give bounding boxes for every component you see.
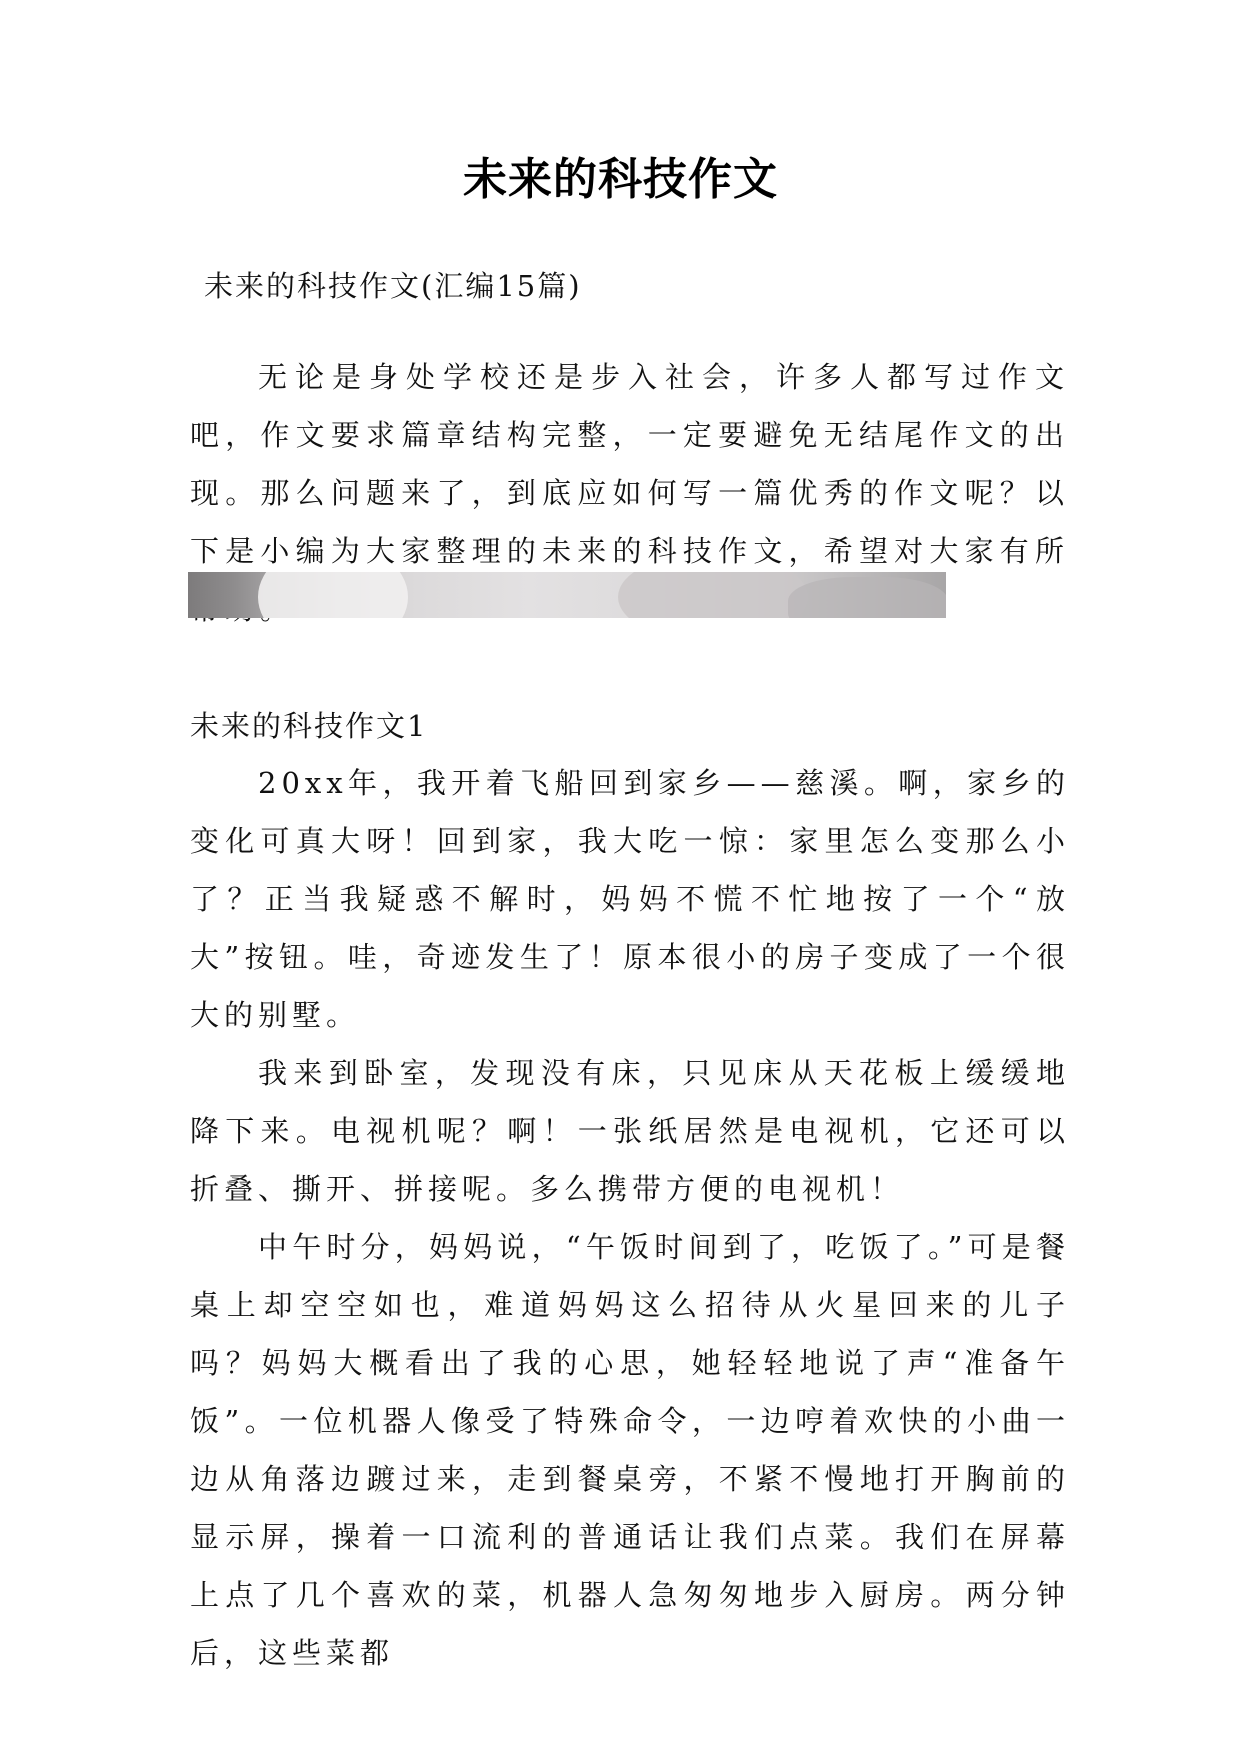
page-title: 未来的科技作文 xyxy=(463,154,778,205)
body-paragraph: 20xx年，我开着飞船回到家乡——慈溪。啊，家乡的变化可真大呀！回到家，我大吃一惊：家里怎么变那么小了？正当我疑惑不解时，妈妈不慌不忙地按了一个“放大”按钮。哇，奇迹发生了！原本很小的房子变成了一个很大的别墅。 xyxy=(190,766,1070,1032)
photo-shadow xyxy=(618,572,808,618)
body-paragraph: 我来到卧室，发现没有床，只见床从天花板上缓缓地降下来。电视机呢？啊！一张纸居然是电视机，它还可以折叠、撕开、拼接呢。多么携带方便的电视机！ xyxy=(190,1056,1070,1206)
body-paragraph: 中午时分，妈妈说，“午饭时间到了，吃饭了。”可是餐桌上却空空如也，难道妈妈这么招待从火星回来的儿子吗？妈妈大概看出了我的心思，她轻轻地说了声“准备午饭”。一位机器人像受了特殊命令，一边哼着欢快的小曲一边从角落边踱过来，走到餐桌旁，不紧不慢地打开胸前的显示屏，操着一口流利的普通话让我们点菜。我们在屏幕上点了几个喜欢的菜，机器人急匆匆地步入厨房。两分钟后，这些菜都 xyxy=(190,1230,1070,1670)
intro-paragraph: 无论是身处学校还是步入社会，许多人都写过作文吧，作文要求篇章结构完整，一定要避免无结尾作文的出现。那么问题来了，到底应如何写一篇优秀的作文呢？以下是小编为大家整理的未来的科技作文，希望对大家有所 xyxy=(190,360,1070,568)
photo-highlight xyxy=(258,572,408,618)
essay-body xyxy=(190,754,1070,1682)
section-heading: 未来的科技作文1 xyxy=(190,709,428,743)
cropped-photo xyxy=(188,572,946,618)
subtitle: 未来的科技作文(汇编15篇) xyxy=(204,269,582,303)
photo-shadow xyxy=(788,577,946,618)
